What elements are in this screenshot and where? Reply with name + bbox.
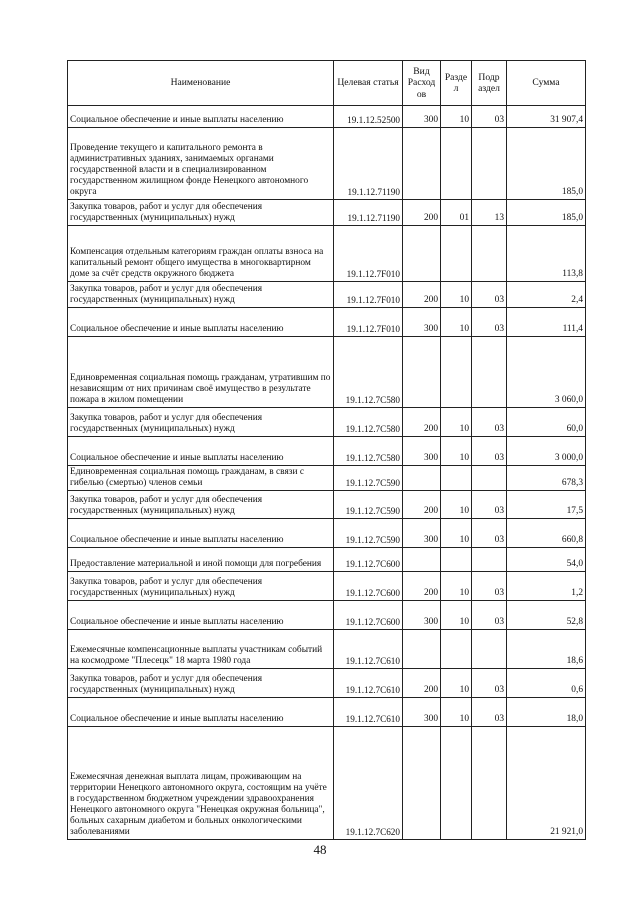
cell-razdel: 10 xyxy=(441,106,472,128)
cell-podrazdel xyxy=(472,466,507,491)
table-row xyxy=(68,601,586,630)
header-sum: Сумма xyxy=(507,61,586,106)
cell-sum: 113,8 xyxy=(507,226,586,282)
cell-sum: 3 000,0 xyxy=(507,437,586,466)
cell-code: 19.1.12.7C580 xyxy=(334,437,403,466)
cell-name: Единовременная социальная помощь гражданам, утратившим по независящим от них причинам своё имущество в результате пожара в жилом помещении xyxy=(68,337,334,408)
cell-razdel xyxy=(441,466,472,491)
cell-sum: 660,8 xyxy=(507,519,586,548)
cell-vid xyxy=(403,727,441,840)
cell-sum: 678,3 xyxy=(507,466,586,491)
table-row xyxy=(68,519,586,548)
cell-vid: 300 xyxy=(403,437,441,466)
cell-name: Проведение текущего и капитального ремонта в административных зданиях, занимаемых органами государственной власти и в специализированном государственном жилищном фонде Ненецкого автономного округа xyxy=(68,128,334,200)
cell-sum: 52,8 xyxy=(507,601,586,630)
cell-name: Закупка товаров, работ и услуг для обеспечения государственных (муниципальных) нужд xyxy=(68,282,334,308)
cell-podrazdel xyxy=(472,337,507,408)
cell-name: Ежемесячная денежная выплата лицам, проживающим на территории Ненецкого автономного округа, состоящим на учёте в государственном бюджетном учреждении здравоохранения Ненецкого автономного округа "Ненецкая окружная больница", больных сахарным диабетом и больных онкологическими заболеваниями xyxy=(68,727,334,840)
cell-code: 19.1.12.7C620 xyxy=(334,727,403,840)
cell-sum: 21 921,0 xyxy=(507,727,586,840)
cell-razdel: 10 xyxy=(441,408,472,437)
table-row xyxy=(68,491,586,519)
cell-code: 19.1.12.7C600 xyxy=(334,601,403,630)
cell-name: Предоставление материальной и иной помощи для погребения xyxy=(68,548,334,572)
cell-podrazdel: 03 xyxy=(472,408,507,437)
cell-podrazdel xyxy=(472,128,507,200)
cell-razdel xyxy=(441,226,472,282)
header-name: Наименование xyxy=(68,61,334,106)
table-body xyxy=(68,106,586,840)
cell-code: 19.1.12.7C600 xyxy=(334,548,403,572)
cell-sum: 111,4 xyxy=(507,308,586,337)
cell-podrazdel xyxy=(472,727,507,840)
table-row xyxy=(68,408,586,437)
cell-razdel: 10 xyxy=(441,601,472,630)
cell-razdel: 01 xyxy=(441,200,472,226)
cell-code: 19.1.12.71190 xyxy=(334,200,403,226)
table-row xyxy=(68,437,586,466)
cell-sum: 60,0 xyxy=(507,408,586,437)
cell-sum: 3 060,0 xyxy=(507,337,586,408)
cell-name: Ежемесячные компенсационные выплаты участникам событий на космодроме "Плесецк" 18 марта 1980 года xyxy=(68,630,334,669)
cell-vid: 300 xyxy=(403,601,441,630)
cell-name: Закупка товаров, работ и услуг для обеспечения государственных (муниципальных) нужд xyxy=(68,408,334,437)
cell-razdel: 10 xyxy=(441,491,472,519)
table-row xyxy=(68,337,586,408)
cell-name: Компенсация отдельным категориям граждан оплаты взноса на капитальный ремонт общего имущества в многоквартирном доме за счёт средств окружного бюджета xyxy=(68,226,334,282)
cell-podrazdel: 03 xyxy=(472,308,507,337)
cell-code: 19.1.12.7F010 xyxy=(334,282,403,308)
cell-sum: 1,2 xyxy=(507,572,586,601)
table-row xyxy=(68,282,586,308)
budget-table xyxy=(67,60,586,840)
header-vid: Вид Расход ов xyxy=(403,61,441,106)
cell-sum: 18,6 xyxy=(507,630,586,669)
cell-name: Социальное обеспечение и иные выплаты населению xyxy=(68,519,334,548)
cell-podrazdel xyxy=(472,548,507,572)
cell-razdel: 10 xyxy=(441,698,472,727)
header-razdel: Разде л xyxy=(441,61,472,106)
table-row xyxy=(68,128,586,200)
cell-sum: 31 907,4 xyxy=(507,106,586,128)
cell-razdel xyxy=(441,548,472,572)
cell-razdel: 10 xyxy=(441,282,472,308)
cell-code: 19.1.12.7C580 xyxy=(334,337,403,408)
table-row xyxy=(68,200,586,226)
cell-code: 19.1.12.7C580 xyxy=(334,408,403,437)
cell-vid xyxy=(403,337,441,408)
cell-code: 19.1.12.7C610 xyxy=(334,669,403,698)
cell-code: 19.1.12.52500 xyxy=(334,106,403,128)
table-row xyxy=(68,308,586,337)
cell-razdel: 10 xyxy=(441,519,472,548)
cell-podrazdel: 03 xyxy=(472,282,507,308)
cell-vid: 300 xyxy=(403,308,441,337)
cell-name: Закупка товаров, работ и услуг для обеспечения государственных (муниципальных) нужд xyxy=(68,572,334,601)
cell-name: Социальное обеспечение и иные выплаты населению xyxy=(68,308,334,337)
header-code: Целевая статья xyxy=(334,61,403,106)
cell-razdel xyxy=(441,727,472,840)
cell-podrazdel: 03 xyxy=(472,572,507,601)
cell-razdel xyxy=(441,128,472,200)
cell-code: 19.1.12.7C610 xyxy=(334,698,403,727)
cell-name: Закупка товаров, работ и услуг для обеспечения государственных (муниципальных) нужд xyxy=(68,200,334,226)
cell-code: 19.1.12.7F010 xyxy=(334,308,403,337)
table-row xyxy=(68,698,586,727)
cell-vid: 200 xyxy=(403,572,441,601)
cell-code: 19.1.12.71190 xyxy=(334,128,403,200)
cell-vid: 300 xyxy=(403,519,441,548)
cell-name: Закупка товаров, работ и услуг для обеспечения государственных (муниципальных) нужд xyxy=(68,669,334,698)
cell-sum: 185,0 xyxy=(507,200,586,226)
table-row xyxy=(68,669,586,698)
cell-vid: 200 xyxy=(403,669,441,698)
cell-sum: 18,0 xyxy=(507,698,586,727)
cell-code: 19.1.12.7C590 xyxy=(334,519,403,548)
cell-podrazdel: 03 xyxy=(472,437,507,466)
cell-name: Социальное обеспечение и иные выплаты населению xyxy=(68,437,334,466)
cell-podrazdel: 03 xyxy=(472,601,507,630)
table-row xyxy=(68,727,586,840)
cell-sum: 54,0 xyxy=(507,548,586,572)
cell-sum: 2,4 xyxy=(507,282,586,308)
table-row xyxy=(68,572,586,601)
cell-vid: 300 xyxy=(403,106,441,128)
table-row xyxy=(68,630,586,669)
page-number: 48 xyxy=(313,842,327,857)
cell-code: 19.1.12.7C600 xyxy=(334,572,403,601)
cell-sum: 17,5 xyxy=(507,491,586,519)
header-podrazdel: Подр аздел xyxy=(472,61,507,106)
cell-name: Единовременная социальная помощь гражданам, в связи с гибелью (смертью) членов семьи xyxy=(68,466,334,491)
cell-code: 19.1.12.7C590 xyxy=(334,466,403,491)
cell-podrazdel: 03 xyxy=(472,491,507,519)
cell-vid: 200 xyxy=(403,200,441,226)
table-row xyxy=(68,466,586,491)
cell-code: 19.1.12.7C590 xyxy=(334,491,403,519)
cell-vid xyxy=(403,466,441,491)
cell-razdel xyxy=(441,337,472,408)
cell-podrazdel: 03 xyxy=(472,698,507,727)
cell-name: Социальное обеспечение и иные выплаты населению xyxy=(68,698,334,727)
cell-podrazdel: 03 xyxy=(472,106,507,128)
cell-name: Социальное обеспечение и иные выплаты населению xyxy=(68,601,334,630)
cell-vid: 200 xyxy=(403,282,441,308)
cell-vid xyxy=(403,630,441,669)
cell-name: Закупка товаров, работ и услуг для обеспечения государственных (муниципальных) нужд xyxy=(68,491,334,519)
cell-podrazdel: 03 xyxy=(472,519,507,548)
cell-podrazdel: 13 xyxy=(472,200,507,226)
cell-vid xyxy=(403,226,441,282)
cell-razdel: 10 xyxy=(441,308,472,337)
table-row xyxy=(68,226,586,282)
cell-vid xyxy=(403,548,441,572)
cell-sum: 185,0 xyxy=(507,128,586,200)
cell-razdel: 10 xyxy=(441,437,472,466)
cell-podrazdel xyxy=(472,630,507,669)
cell-razdel: 10 xyxy=(441,572,472,601)
cell-vid: 200 xyxy=(403,408,441,437)
cell-vid: 300 xyxy=(403,698,441,727)
cell-podrazdel: 03 xyxy=(472,669,507,698)
table-row xyxy=(68,548,586,572)
cell-razdel: 10 xyxy=(441,669,472,698)
cell-sum: 0,6 xyxy=(507,669,586,698)
table-row xyxy=(68,106,586,128)
cell-vid: 200 xyxy=(403,491,441,519)
cell-vid xyxy=(403,128,441,200)
cell-name: Социальное обеспечение и иные выплаты населению xyxy=(68,106,334,128)
cell-razdel xyxy=(441,630,472,669)
table-header-row xyxy=(68,61,586,106)
cell-code: 19.1.12.7C610 xyxy=(334,630,403,669)
cell-podrazdel xyxy=(472,226,507,282)
cell-code: 19.1.12.7F010 xyxy=(334,226,403,282)
